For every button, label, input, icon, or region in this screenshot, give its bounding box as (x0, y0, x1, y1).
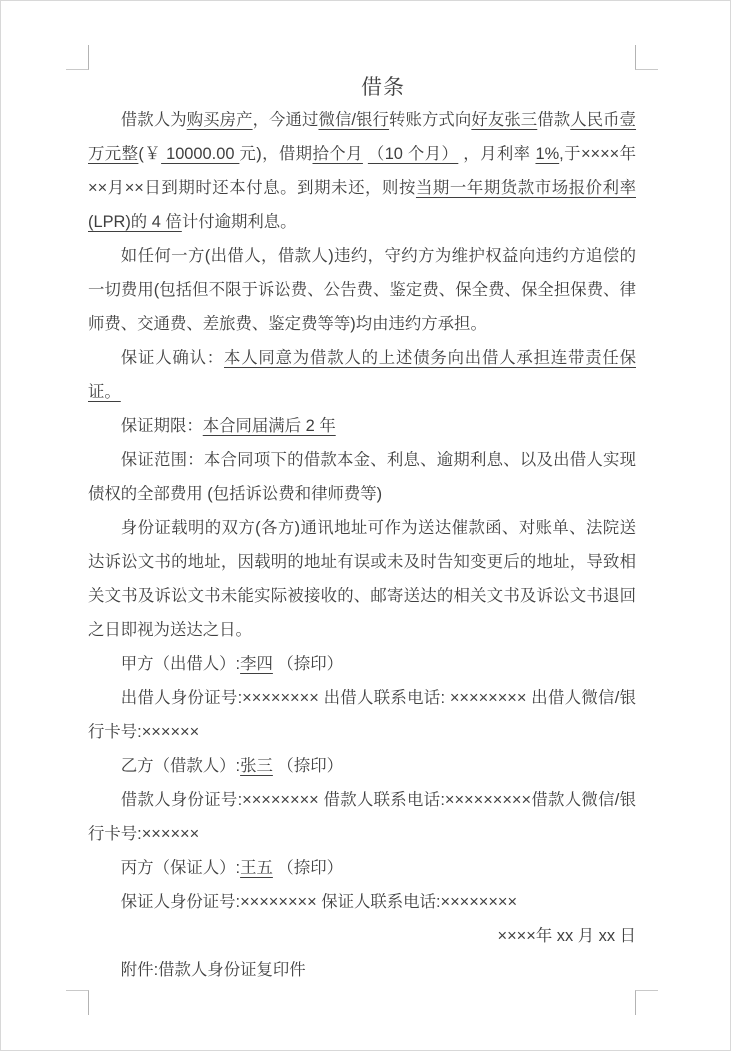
paragraph-intro (88, 103, 636, 239)
paragraph-party-b-info (88, 783, 636, 851)
underlined-text: 李四 (240, 655, 273, 673)
underlined-text: 本合同届满后 2 年 (202, 417, 336, 435)
text-run: 借款人为 (120, 111, 187, 129)
underlined-text: 微信/银行 (318, 111, 389, 129)
text-run: 出借人身份证号:×××××××× 出借人联系电话: ×××××××× 出借人微信/银行卡号:×××××× (88, 689, 636, 741)
text-run: 保证人身份证号:×××××××× 保证人联系电话:×××××××× (120, 893, 518, 911)
paragraph-service-address (88, 511, 636, 647)
document-title: 借条 (361, 76, 405, 99)
paragraph-guarantee-term (88, 409, 636, 443)
crop-mark-bottom-left-icon (66, 990, 89, 1015)
paragraph-attachment (88, 953, 636, 987)
underlined-text: 王五 (240, 859, 273, 877)
text-run: 转账方式向 (389, 111, 472, 129)
underlined-text: 购买房产 (186, 111, 253, 129)
text-run: 元)，借期 (239, 145, 313, 163)
text-run: ，今通过 (252, 111, 319, 129)
text-run: 计付逾期利息。 (181, 213, 297, 231)
underlined-text: 当期一年期货款市场报价利率(LPR)的 4 倍 (88, 179, 636, 231)
crop-mark-top-right-icon (635, 45, 658, 70)
text-run: 附件:借款人身份证复印件 (120, 961, 306, 979)
underlined-text: 人民币壹万元整 (88, 111, 637, 163)
text-run: ，月利率 (458, 145, 536, 163)
text-run: ,于××××年××月××日到期时还本付息。到期未还，则按 (88, 145, 637, 197)
paragraph-party-c-info (88, 885, 636, 919)
text-run: 丙方（保证人）: (120, 859, 241, 877)
paragraph-date (88, 919, 636, 953)
text-run: 借款 (537, 111, 571, 129)
text-run: 乙方（借款人）: (120, 757, 241, 775)
underlined-text: 10000.00 (161, 145, 240, 163)
underlined-text: 本人同意为借款人的上述债务向出借人承担连带责任保证。 (88, 349, 636, 401)
paragraph-guarantee-scope (88, 443, 636, 511)
underlined-text: 1% (535, 145, 560, 163)
underlined-text: 张三 (240, 757, 273, 775)
text-run: 保证人确认： (120, 349, 224, 367)
text-run: (￥ (138, 145, 162, 163)
text-run: 保证期限： (120, 417, 203, 435)
text-run: （捺印） (272, 655, 343, 673)
crop-mark-top-left-icon (66, 45, 89, 70)
underlined-text: （10 个月） (367, 145, 459, 163)
paragraph-guarantor-confirm (88, 341, 636, 409)
text-run: 甲方（出借人）: (120, 655, 241, 673)
paragraph-party-a (88, 647, 636, 681)
paragraph-party-b (88, 749, 636, 783)
text-run: 保证范围：本合同项下的借款本金、利息、逾期利息、以及出借人实现债权的全部费用 (包括诉讼费和律师费等) (88, 451, 636, 503)
paragraph-breach (88, 239, 636, 341)
underlined-text: 好友张三 (471, 111, 538, 129)
document-body (88, 73, 636, 987)
text-run: 借款人身份证号:×××××××× 借款人联系电话:×××××××××借款人微信/银行卡号:×××××× (88, 791, 636, 843)
text-run: 如任何一方(出借人，借款人)违约，守约方为维护权益向违约方追偿的一切费用(包括但不限于诉讼费、公告费、鉴定费、保全费、保全担保费、律师费、交通费、差旅费、鉴定费等等)均由违约方承担。 (88, 247, 636, 333)
text-run: 身份证载明的双方(各方)通讯地址可作为送达催款函、对账单、法院送达诉讼文书的地址，因载明的地址有误或未及时告知变更后的地址，导致相关文书及诉讼文书未能实际被接收的、邮寄送达的相关文书及诉讼文书退回之日即视为送达之日。 (88, 519, 636, 639)
crop-mark-bottom-right-icon (635, 990, 658, 1015)
text-run: ××××年 xx 月 xx 日 (497, 927, 636, 945)
text-run: （捺印） (272, 757, 343, 775)
paragraph-party-a-info (88, 681, 636, 749)
paragraph-party-c (88, 851, 636, 885)
text-run: （捺印） (272, 859, 343, 877)
underlined-text: 拾个月 (312, 145, 363, 163)
